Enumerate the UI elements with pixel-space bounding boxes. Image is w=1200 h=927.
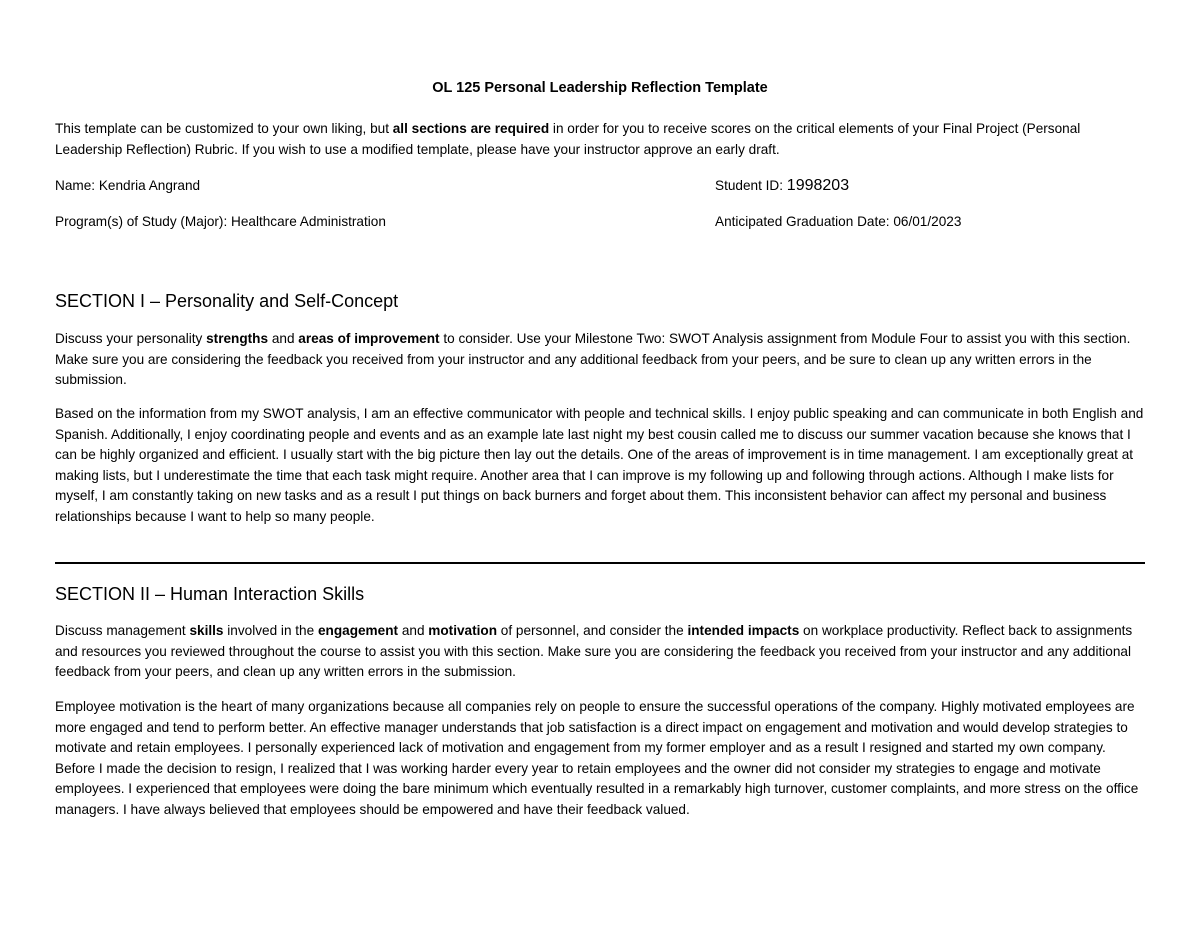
- program-field: [55, 212, 386, 232]
- intro-text-2: in order for you to receive scores on the critical elements of your Final Project (Personal Leadership Reflection) Rubric. If you wish to use a modified template, please have your instructor approve an early draft.: [55, 121, 1081, 157]
- document-title: OL 125 Personal Leadership Reflection Template: [432, 80, 768, 96]
- graduation-field: [715, 212, 961, 232]
- student-id-field: [715, 176, 849, 196]
- section1-response: Based on the information from my SWOT analysis, I am an effective communicator with people and technical skills. I enjoy public speaking and can communicate in both English and Spanish. Additionally, I enjoy coordinating people and events and as an example late last night my best cousin called me to discuss our summer vacation because she knows that I can be highly organized and efficient. I usually start with the big picture then lay out the details. One of the areas of improvement is in time management. I am exceptionally great at making lists, but I underestimate the time that each task might require. Another area that I can improve is my following up and following through actions. Although I make lists for myself, I am constantly taking on new tasks and as a result I put things on back burners and forget about them. This inconsistent behavior can affect my personal and business relationships because I want to help so many people.: [55, 406, 1144, 524]
- graduation-value: 06/01/2023: [893, 214, 962, 229]
- section2-prompt-text-3: and: [398, 623, 429, 638]
- name-value: Kendria Angrand: [98, 178, 201, 193]
- intro-text-1: This template can be customized to your own liking, but: [55, 121, 393, 136]
- section2-prompt-text-4: of personnel, and consider the: [497, 623, 688, 638]
- section1-prompt-text-1: Discuss your personality: [55, 331, 207, 346]
- section2-prompt-bold-impacts: intended impacts: [687, 623, 800, 638]
- section-divider: [55, 562, 1145, 564]
- section2-response: Employee motivation is the heart of many organizations because all companies rely on people to ensure the successful operations of the company. Highly motivated employees are more engaged and tend to perform better. An effective manager understands that job satisfaction is a direct impact on engagement and motivation and would develop strategies to motivate and retain employees. I personally experienced lack of motivation and engagement from my former employer and as a result I resigned and started my own company. Before I made the decision to resign, I realized that I was working harder every year to retain employees and the owner did not consider my strategies to engage and motivate employees. I experienced that employees were doing the bare minimum which eventually resulted in a remarkably high turnover, customer complaints, and more stress on the office managers. I have always believed that employees should be empowered and have their feedback valued.: [55, 699, 1139, 817]
- section2-prompt-text-2: involved in the: [223, 623, 318, 638]
- section2-prompt-text-5: on workplace productivity. Reflect back to assignments and resources you reviewed throughout the course to assist you with this section. Make sure you are considering the feedback you received from your instructor and any additional feedback from your peers, and clean up any written errors in the submission.: [55, 623, 1133, 680]
- intro-bold-required: all sections are required: [392, 121, 550, 136]
- intro-paragraph: [55, 119, 1145, 160]
- program-label: Program(s) of Study (Major):: [55, 214, 232, 229]
- section1-prompt-bold-strengths: strengths: [206, 331, 269, 346]
- section1-prompt-text-2: and: [268, 331, 299, 346]
- section2-prompt-text-1: Discuss management: [55, 623, 190, 638]
- graduation-label: Anticipated Graduation Date:: [715, 214, 894, 229]
- program-value: Healthcare Administration: [231, 214, 386, 229]
- section1-prompt-text-3: to consider. Use your Milestone Two: SWOT Analysis assignment from Module Four to assist you with this section. Make sure you are considering the feedback you received from your instructor and any additional feedback from your peers, and be sure to clean up any written errors in the submission.: [55, 331, 1131, 388]
- section1-prompt: [55, 329, 1145, 391]
- section1-heading: SECTION I – Personality and Self-Concept: [55, 291, 399, 311]
- section1-prompt-bold-improvement: areas of improvement: [298, 331, 440, 346]
- section2-prompt: [55, 621, 1145, 683]
- name-label: Name:: [55, 178, 99, 193]
- name-field: [55, 176, 200, 196]
- section2-heading: SECTION II – Human Interaction Skills: [55, 584, 365, 604]
- document-page: [55, 0, 1145, 927]
- student-id-label: Student ID:: [715, 178, 787, 193]
- student-id-value: 1998203: [786, 177, 850, 194]
- section2-prompt-bold-engagement: engagement: [317, 623, 399, 638]
- section2-prompt-bold-motivation: motivation: [428, 623, 498, 638]
- section2-prompt-bold-skills: skills: [189, 623, 224, 638]
